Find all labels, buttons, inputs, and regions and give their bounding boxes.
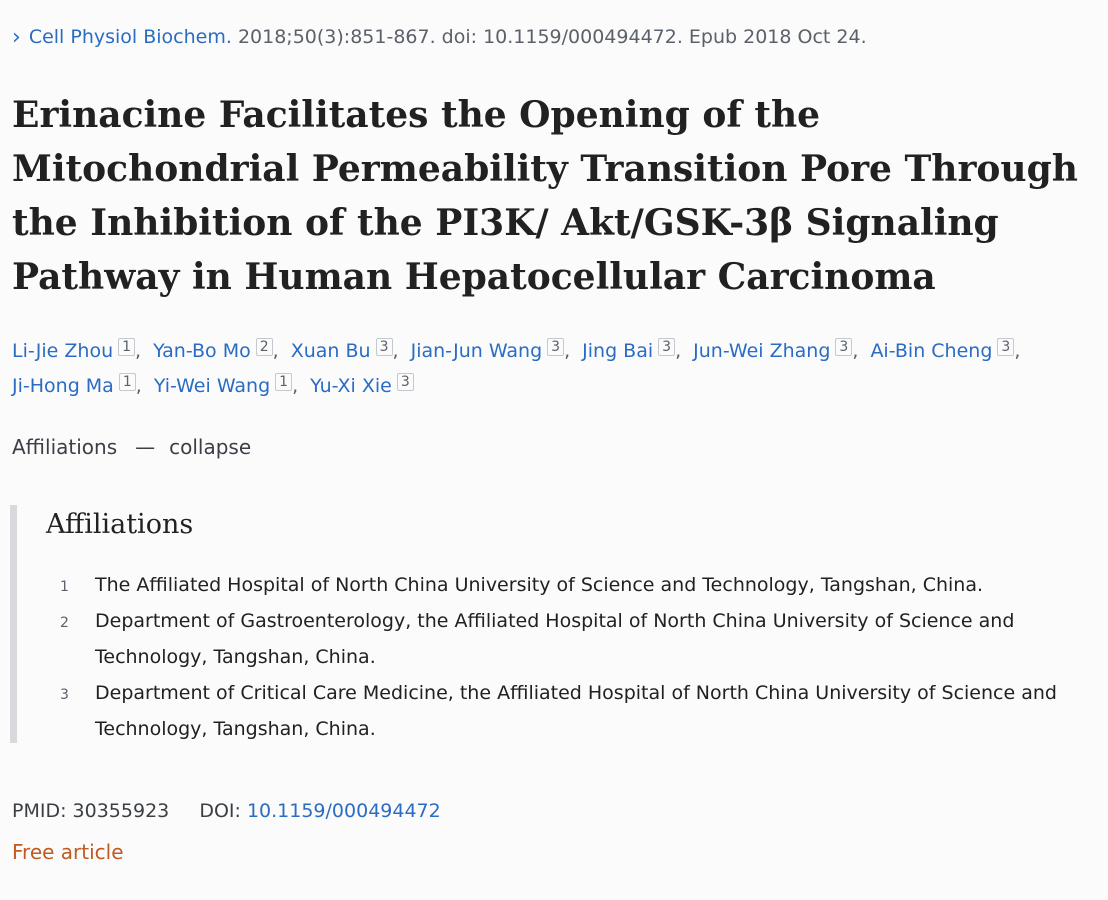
free-article-badge: Free article <box>12 840 124 864</box>
author-item: Ji-Hong Ma 1 , <box>12 374 142 397</box>
affiliation-item <box>58 603 1078 675</box>
affiliations-toggle[interactable] <box>12 432 251 462</box>
citation-line <box>12 22 867 53</box>
pmid-label: PMID: <box>12 800 67 822</box>
identifiers <box>12 796 441 826</box>
author-name[interactable]: Yu-Xi Xie <box>310 375 392 397</box>
affiliation-number: 3 <box>60 687 69 703</box>
affiliation-ref[interactable]: 1 <box>119 373 136 391</box>
author-item: Yan-Bo Mo 2 , <box>153 339 279 362</box>
affiliation-text: Department of Gastroenterology, the Affiliated Hospital of North China University of Science and Technology, Tangshan, China. <box>95 610 1015 668</box>
affiliation-ref[interactable]: 3 <box>997 338 1014 356</box>
journal-link[interactable]: Cell Physiol Biochem. <box>28 26 232 48</box>
author-item: Li-Jie Zhou 1 , <box>12 339 142 362</box>
affiliation-ref[interactable]: 3 <box>547 338 564 356</box>
author-item: Ai-Bin Cheng 3 , <box>870 339 1021 362</box>
author-item: Jing Bai 3 , <box>582 339 682 362</box>
affiliations-toggle-label: Affiliations <box>12 435 118 459</box>
affiliation-ref[interactable]: 3 <box>397 373 414 391</box>
affiliation-ref[interactable]: 3 <box>376 338 393 356</box>
affiliation-ref[interactable]: 3 <box>835 338 852 356</box>
author-name[interactable]: Jing Bai <box>582 340 654 362</box>
collapse-link[interactable]: collapse <box>169 435 252 459</box>
author-item <box>310 375 414 397</box>
affiliation-number: 1 <box>60 579 69 595</box>
affiliation-text: The Affiliated Hospital of North China University of Science and Technology, Tangshan, China. <box>95 574 984 596</box>
affiliations-heading: Affiliations <box>46 509 194 540</box>
citation-details: 2018;50(3):851-867. doi: 10.1159/000494472. Epub 2018 Oct 24. <box>237 26 867 48</box>
author-item: Jian-Jun Wang 3 , <box>410 339 571 362</box>
toggle-dash: — <box>135 435 156 459</box>
affiliation-ref[interactable]: 2 <box>256 338 273 356</box>
author-name[interactable]: Ai-Bin Cheng <box>870 340 993 362</box>
affiliation-text: Department of Critical Care Medicine, the Affiliated Hospital of North China University of Science and Technology, Tangshan, China. <box>95 682 1057 740</box>
doi-label: DOI: <box>199 800 241 822</box>
affiliations-list <box>58 567 1078 747</box>
author-list <box>12 334 1102 404</box>
article-title: Erinacine Facilitates the Opening of the Mitochondrial Permeability Transition Pore Through the Inhibition of the PI3K/ Akt/GSK-3β Signaling Pathway in Human Hepatocellular Carcinoma <box>12 94 1078 298</box>
chevron-right-icon[interactable]: › <box>12 25 21 50</box>
affiliation-number: 2 <box>60 615 69 631</box>
author-name[interactable]: Yi-Wei Wang <box>153 375 271 397</box>
author-name[interactable]: Xuan Bu <box>290 340 371 362</box>
author-item: Xuan Bu 3 , <box>290 339 399 362</box>
author-item: Jun-Wei Zhang 3 , <box>693 339 859 362</box>
author-name[interactable]: Jian-Jun Wang <box>410 340 543 362</box>
affiliation-ref[interactable]: 1 <box>275 373 292 391</box>
author-name[interactable]: Li-Jie Zhou <box>12 340 114 362</box>
author-name[interactable]: Ji-Hong Ma <box>12 375 114 397</box>
affiliation-item <box>58 567 1078 603</box>
affiliation-item <box>58 675 1078 747</box>
pmid-value: 30355923 <box>72 800 170 822</box>
author-item: Yi-Wei Wang 1 , <box>153 374 299 397</box>
affiliations-panel <box>10 505 1108 743</box>
author-name[interactable]: Jun-Wei Zhang <box>693 340 831 362</box>
doi-link[interactable]: 10.1159/000494472 <box>246 800 441 822</box>
author-name[interactable]: Yan-Bo Mo <box>153 340 251 362</box>
affiliation-ref[interactable]: 3 <box>658 338 675 356</box>
affiliation-ref[interactable]: 1 <box>118 338 135 356</box>
